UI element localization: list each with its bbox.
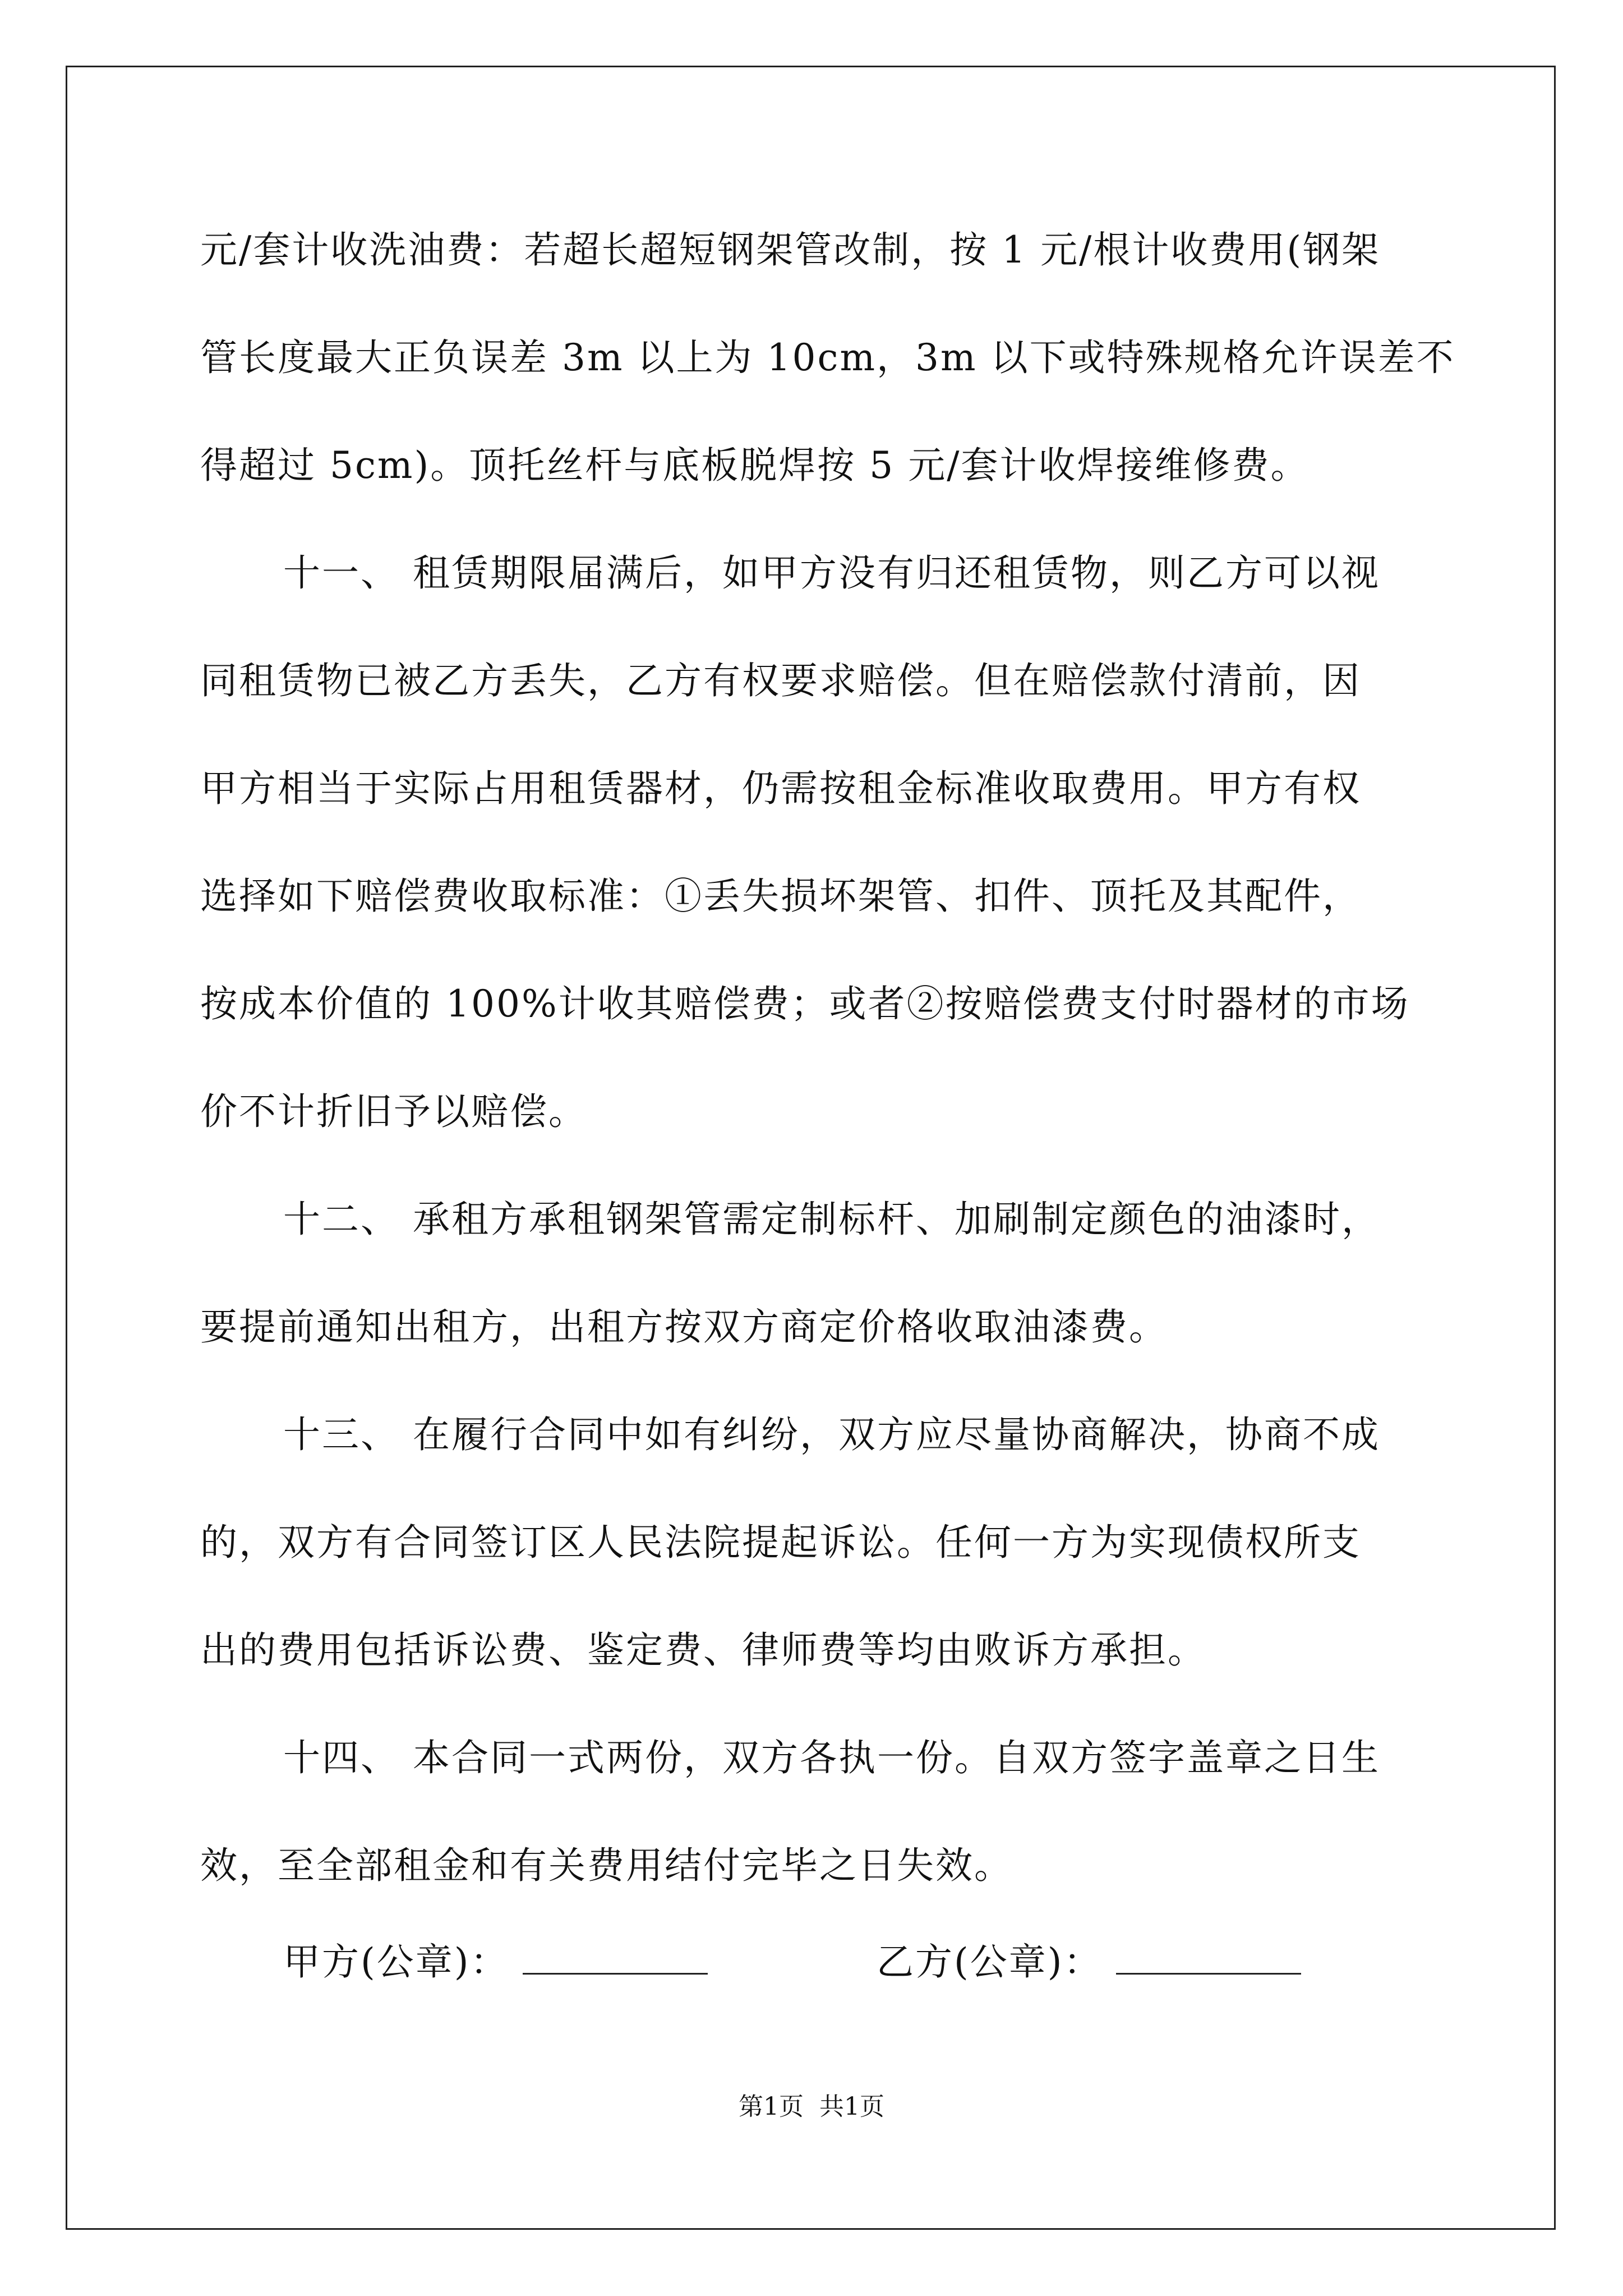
paragraph-1-line-3: 得超过 5cm)。顶托丝杆与底板脱焊按 5 元/套计收焊接维修费。	[200, 444, 1310, 487]
paragraph-2-line-4: 选择如下赔偿费收取标准：①丢失损坏架管、扣件、顶托及其配件，	[200, 875, 1361, 918]
party-b-signature	[877, 1940, 1301, 1985]
paragraph-5-line-1: 十四、 本合同一式两份，双方各执一份。自双方签字盖章之日生	[283, 1736, 1380, 1779]
party-a-label: 甲方(公章)：	[283, 1940, 509, 1984]
paragraph-2-line-6: 价不计折旧予以赔偿。	[200, 1090, 587, 1133]
paragraph-4-line-1: 十三、 在履行合同中如有纠纷，双方应尽量协商解决，协商不成	[283, 1413, 1380, 1456]
paragraph-1-line-2: 管长度最大正负误差 3m 以上为 10cm，3m 以下或特殊规格允许误差不	[200, 336, 1455, 379]
party-a-signature-line	[523, 1941, 708, 1975]
paragraph-3-line-1: 十二、 承租方承租钢架管需定制标杆、加刷制定颜色的油漆时，	[283, 1198, 1380, 1241]
page-border	[66, 66, 1556, 2230]
paragraph-4-line-3: 出的费用包括诉讼费、鉴定费、律师费等均由败诉方承担。	[200, 1628, 1206, 1672]
paragraph-4-line-2: 的，双方有合同签订区人民法院提起诉讼。任何一方为实现债权所支	[200, 1521, 1361, 1564]
page-footer	[0, 2091, 1623, 2123]
paragraph-3-line-2: 要提前通知出租方，出租方按双方商定价格收取油漆费。	[200, 1305, 1168, 1349]
page-total: 共1页	[819, 2092, 884, 2121]
party-b-label: 乙方(公章)：	[877, 1940, 1103, 1984]
paragraph-2-line-3: 甲方相当于实际占用租赁器材，仍需按租金标准收取费用。甲方有权	[200, 767, 1361, 810]
party-a-signature	[283, 1940, 708, 1985]
paragraph-1-line-1: 元/套计收洗油费：若超长超短钢架管改制，按 1 元/根计收费用(钢架	[200, 228, 1381, 272]
paragraph-2-line-2: 同租赁物已被乙方丢失，乙方有权要求赔偿。但在赔偿款付清前，因	[200, 659, 1361, 702]
party-b-signature-line	[1116, 1941, 1301, 1975]
page-current: 第1页	[739, 2092, 804, 2121]
paragraph-2-line-1: 十一、 租赁期限届满后，如甲方没有归还租赁物，则乙方可以视	[283, 551, 1380, 595]
paragraph-5-line-2: 效，至全部租金和有关费用结付完毕之日失效。	[200, 1844, 1013, 1887]
paragraph-2-line-5: 按成本价值的 100%计收其赔偿费；或者②按赔偿费支付时器材的市场	[200, 982, 1410, 1025]
